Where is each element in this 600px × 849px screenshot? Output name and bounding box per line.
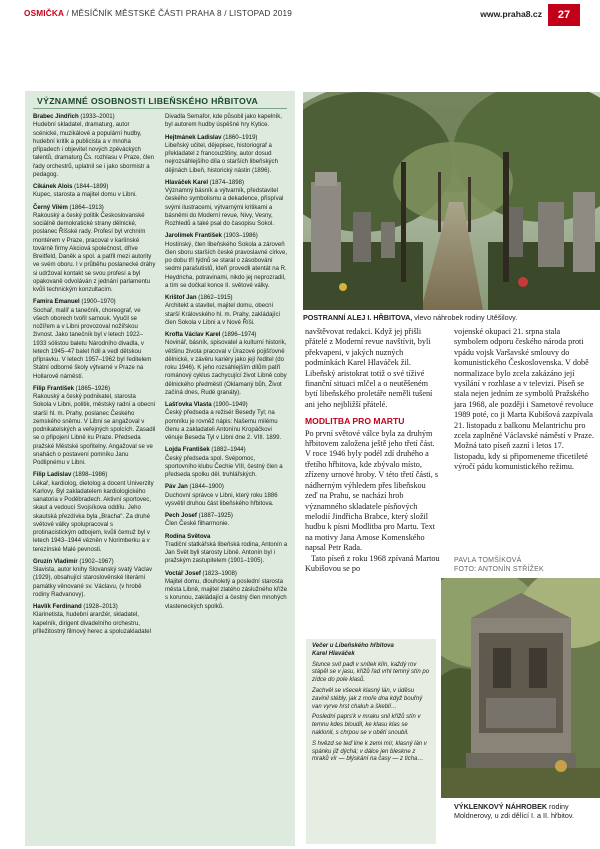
person-years: (1844–1900) (187, 484, 224, 491)
poem-title (312, 643, 430, 659)
person-entry (165, 232, 288, 290)
person-name-text: Gruzín Vladimír (33, 558, 78, 565)
person-description: Libeňský učitel, dějepisec, historiograf a překladatel z francouzštiny, autor dosud nejrozsáhlejšího díla o starších libeňských dějinách Libeň, historický nástin (1896). (165, 142, 278, 174)
person-description: Architekt a stavitel, majitel domu, obecní starší Královského hl. m. Prahy, zakládající člen Sokola v Libni a v Nové Říši. (165, 303, 281, 326)
photo1-caption (303, 313, 600, 322)
person-name (33, 183, 156, 191)
person-description: Lékař, kardiolog, dietolog a docent Univerzity Karlovy. Byl zakladatelem kardiologického sanatoria v Poděbradech. Aktivní sportovec, skaut a vedoucí Svojsíkova oddílu. Jeho skautská přezdívka byla „Bracha“. Za druhé světové války spolupracoval s protinacistickým odbojem, kvůli čemuž byl v letech 1943–1944 vězněn v Norimberku a v terezínské Malé pevnosti. (33, 480, 154, 553)
person-name (165, 179, 288, 187)
person-description: Klarinetista, hudební aranžér, skladatel, kapelník, dirigent divadelního orchestru, příležitostný filmový herec a spoluzakladatel (33, 612, 151, 635)
person-name (33, 385, 156, 393)
photo1-caption-text: vlevo náhrobek rodiny Utěšilovy. (412, 313, 518, 322)
person-name-text: Černý Vilém (33, 204, 68, 211)
person-name (165, 533, 288, 541)
person-years: (1903–1986) (221, 233, 258, 240)
person-description: Český předseda a režisér Besedy Tyl; na pomníku je rovněž nápis: Našemu milému členu a zakladateli Antonínu Kropáčkovi věnuje Beseda Tyl v Libni dne 2. VIII. 1899. (165, 410, 282, 441)
person-entry (165, 179, 288, 229)
sidebar-title: VÝZNAMNÉ OSOBNOSTI LIBEŇSKÉHO HŘBITOVA (37, 96, 259, 106)
person-description: Hostinský, člen libeňského Sokola a zároveň člen sboru starších české pravoslavné církve, po dobu tří týdnů se staral o zásobování sedmi parašutistů, kteří provedli atentát na R. Heydricha, potravinami, nikdo jej neprozradil, a tím se dočkal konce II. světové války. (165, 241, 287, 289)
poem-stanza: Poslední paprs'k v mraku snil křížů stín v temnu kdes bloudil, ke klasu klas se naklonil, s chrpou se v obětí snoubil. (312, 714, 421, 736)
person-name-text: Lojda František (165, 447, 210, 454)
person-description: Hudební skladatel, dramaturg, autor scénické, muzikálové a populární hudby, hudební kritik a publicista a v mnoha případech i objevitel nových zpěváckých talentů, dramaturg Čs. rozhlasu v Praze, člen řady orchestrů, uplatnil se i jako sbormistr a pedagog. (33, 122, 154, 178)
person-description: Český předseda spol. Svépomoc, sportovního klubu Čechie VIII, čestný člen a předseda spolku děl. truhlářských. (165, 455, 283, 478)
niche-tomb-photo (441, 578, 600, 798)
person-name-text: Rodina Světova (165, 533, 211, 540)
header-title (24, 9, 292, 18)
person-name (165, 483, 288, 491)
website-url[interactable]: www.praha8.cz (480, 9, 542, 19)
person-name (33, 298, 156, 306)
person-years: (1900–1949) (211, 402, 248, 408)
person-years: (1862–1915) (196, 295, 233, 301)
person-description: Slavista, autor knihy Slovanský svatý Václav (1929), obsahující staroslověnské literární památky věnované sv. Václavu, (v hrobě rodiny Radvanovy). (33, 567, 152, 598)
photo2-caption (454, 802, 596, 820)
page-number: 27 (548, 4, 580, 26)
person-entry (33, 298, 156, 381)
poem-box (306, 639, 436, 844)
page-header (0, 0, 600, 30)
person-entry (33, 183, 156, 200)
person-entry (165, 113, 288, 130)
article-paragraph: navštěvovat redakci. Když jej přišli přátelé z Moderní revue navštívit, byli překvapeni, v jakých nuzných podmínkách Karel Hlaváček žil. Libeňský aristokrat totiž o své tíživé finanční situaci mlčel a o neutěšeném bytí libeňského proletáře neměli tušení ani jeho nejbližší přátelé. (305, 327, 433, 409)
person-entry (165, 294, 288, 327)
person-name (33, 113, 156, 121)
person-name-text: Filip Ladislav (33, 472, 72, 479)
person-years: (1860–1919) (221, 134, 258, 141)
notable-persons-sidebar (25, 91, 295, 846)
person-entry (33, 204, 156, 295)
person-years: (1900–1970) (79, 299, 116, 306)
person-name-text: Páv Jan (165, 484, 188, 491)
person-entry (165, 533, 288, 566)
photo2-caption-bold: VÝKLENKOVÝ NÁHROBEK (454, 802, 548, 811)
article-paragraph: Po první světové válce byla za druhým hřbitovem založena ještě jeho třetí část. V roce 1946 byly podél zdí druhého a třetího hřbitova, kde zbývalo místo, zřízeny urnové hroby. V této třetí části, s nádherným výhledem přes libeňskou zeď na Prahu, se nachází hrob významného skladatele písňových melodií Jindřicha Brabce, který složil hudbu k písni Modlitba pro Martu. Text na motivy Jana Amose Komenského napsal Petr Rada. (305, 428, 439, 553)
article-column-right (454, 327, 596, 473)
person-name (165, 232, 288, 240)
sidebar-column-right (165, 113, 288, 615)
poem-author: Karel Hlaváček (312, 650, 355, 657)
person-entry (33, 603, 156, 636)
person-description: Tradiční statkářská libeňská rodina, Antonín a Jan Svět byli starosty Libně. Antonín byl i pražským zastupitelem (1901–1905). (165, 541, 288, 565)
person-years: (1844–1899) (72, 184, 109, 190)
magazine-brand: OSMIČKA (24, 9, 65, 18)
magazine-section: / MĚSÍČNÍK MĚSTSKÉ ČÁSTI PRAHA 8 / LISTOPAD 2019 (64, 9, 292, 18)
person-name (165, 294, 288, 302)
article-subheading: MODLITBA PRO MARTU (305, 416, 405, 427)
person-name (33, 558, 156, 566)
person-entry (165, 512, 288, 529)
person-name-text: Brabec Jindřich (33, 114, 79, 120)
person-name (33, 603, 156, 611)
person-years: (1864–1913) (67, 204, 104, 211)
person-name (165, 570, 288, 578)
person-name (33, 204, 156, 212)
cemetery-alley-photo (303, 92, 600, 310)
person-entry (165, 401, 288, 442)
article-credits (454, 556, 544, 574)
person-name (165, 134, 288, 142)
person-years: (1887–1925) (196, 513, 233, 519)
person-years: (1896–1974) (220, 332, 257, 338)
person-description: Kupec, starosta a majitel domu v Libni. (33, 192, 137, 199)
photo-credit: FOTO: ANTONÍN STŘÍŽEK (454, 566, 544, 573)
person-years: (1882–1944) (209, 447, 246, 454)
person-name-text: Pech Josef (165, 513, 197, 519)
person-entry (165, 134, 288, 175)
person-entry (165, 483, 288, 508)
sidebar-divider (33, 108, 287, 109)
person-name (165, 331, 288, 339)
photo1-caption-bold: POSTRANNÍ ALEJ I. HŘBITOVA, (303, 313, 413, 322)
person-entry (33, 113, 156, 179)
poem-stanzas (312, 662, 430, 765)
person-years: (1865–1926) (74, 385, 110, 392)
person-name-text: Krofta Václav Karel (165, 332, 221, 338)
poem-title-text: Večer u Libeňského hřbitova (312, 643, 394, 649)
person-name-text: Havlík Ferdinand (33, 604, 82, 610)
person-entry (33, 471, 156, 554)
person-name (33, 471, 156, 479)
article-column-left (305, 327, 440, 574)
photo2-caption-text: rodiny Moldnerovy, u zdi dělící I. a II. hřbitov. (454, 802, 574, 820)
person-description: Duchovní správce v Libni, který roku 1886 vysvětil druhou část libeňského hřbitova. (165, 492, 278, 507)
person-name-text: Hejtmánek Ladislav (165, 134, 222, 141)
person-entry (165, 446, 288, 479)
person-name (165, 401, 288, 409)
person-description: Divadla Semafor, kde působil jako kapelník, byl autorem hudby úspěšné hry Kytice. (165, 114, 282, 129)
person-name-text: Lašťovka Vlasta (165, 402, 212, 408)
person-name-text: Cikánek Alois (33, 184, 73, 190)
poem-stanza: Slunce svit padl v snítek klín, každý rov stápěl se v jasu, křížů řad vrhl temný stín po zídce do pole klasů. (312, 661, 430, 684)
person-years: (1902–1967) (77, 558, 114, 565)
person-description: Významný básník a výtvarník, představitel českého symbolismu a dekadence, přispíval svými ilustracemi, výtvarnými kritikami a básněmi do Moderní revue, Nivy, Vesny, Rozhledů a také psal do časopisu Sokol. (165, 188, 284, 227)
person-description: Člen České filharmonie. (165, 521, 230, 528)
cemetery-alley-image (303, 92, 600, 310)
person-description: Novinář, básník, spisovatel a kulturní historik, většinu života pracoval v Úrazové pojišťovně dělnické, v závěru kariéry jako její ředitel (do roku 1946). K jeho rozsáhlejším dílům patří románový cyklus zachycující život Libně coby dělnického předměstí (Oklamaný bůh, Život začíná dnes, Rudé granáty). (165, 340, 287, 396)
person-name-text: Voctář Josef (165, 570, 201, 577)
person-years: (1874–1898) (208, 179, 245, 186)
person-entry (165, 331, 288, 397)
article-paragraph: Tato píseň z roku 1968 zpívaná Martou Kubišovou se po (305, 553, 440, 573)
person-entry (33, 558, 156, 599)
person-name-text: Famira Emanuel (33, 299, 80, 306)
person-name-text: Krištof Jan (165, 295, 197, 301)
person-description: Rakouský a český politik Českoslovanské sociálně demokratické strany dělnické, poslanec Říšské rady. Profesí byl vrchním montérem v Praze, pracoval v karlínské továrně firmy Akciová společnost, dříve Breitfeld, Daněk a spol. a patřil mezi autority ve svém oboru. I v průběhu poslanecké dráhy si udržoval kontakt se svou profesí a byl opakovaně odvoláván z jednání parlamentu kvůli technickým konzultacím. (33, 212, 156, 293)
person-description: Sochař, malíř a tanečník, choreograf, ve všech oborech tvořil samouk. Vyučil se nožířem a v Libni provozoval nožířskou živnost. Jako tanečník byl v letech 1922–1933 sólistou baletu Národního divadla, v letech 1945–47 balet řídil a vedl dětskou přípravku. V letech 1957–1962 byl ředitelem Státní odborné školy výtvarné v Praze na Hollarově náměstí. (33, 307, 152, 380)
person-description: Majitel domu, dlouholetý a poslední starosta města Libně, majitel zlatého záslužného kříže s korunou, zakládající a čestný člen mnohých vlasteneckých spolků. (165, 578, 288, 610)
person-entry (33, 385, 156, 468)
poem-stanza: Zachvěl se všecek klasný lán, v úděsu zavinil stébly, jak z moře dna když bouřný van vyrve hrst chaluh a škeblí… (312, 687, 423, 710)
person-years: (1928–2013) (81, 604, 118, 610)
person-name-text: Jarolímek František (165, 233, 222, 240)
sidebar-column-left (33, 113, 156, 640)
person-years: (1823–1908) (200, 570, 237, 577)
poem-stanza: S hvězd se teď line k zemi mír, klasný lán v spánku již dýchá; v dálce jen bleskne z mraků vír — blýskání na časy — z ticha… (312, 740, 427, 763)
person-description: Rakouský a český podnikatel, starosta Sokola v Libni, politik, městský radní a obecní starší hl. m. Prahy, poslanec Českého zemského sněmu. V Libni se angažoval v podnikatelských a veřejných spolcích. Zasadil se o připojení Libně ku Praze. Předseda pražské Městské spořitelny. Angažoval se ve snahách o postavení pomníku Janu Podlipnému v Libni. (33, 394, 156, 466)
person-years: (1898–1986) (71, 472, 108, 479)
person-name (165, 446, 288, 454)
niche-tomb-image (441, 578, 600, 798)
article-paragraph: vojenské okupaci 21. srpna stala symbolem odporu českého národa proti vpádu vojsk Varšavské smlouvy do komunistického Československa. V době normalizace bylo zcela zakázáno její vysílání v rozhlase a v televizi. Píseň se stala nejen jedním ze symbolů Pražského jara 1968, ale později i Sametové revoluce 1989 poté, co ji Marta Kubišová zazpívala 21. listopadu z balkonu Melantrichu pro zcela zaplněné Václavské náměstí v Praze. Možná tato píseň zazní i letos 17. listopadu, kdy si připomeneme třicetileté výročí pádu komunistického režimu. (454, 327, 594, 472)
person-name-text: Filip František (33, 385, 74, 392)
person-years: (1933–2001) (78, 114, 115, 120)
person-entry (165, 570, 288, 611)
person-name-text: Hlaváček Karel (165, 179, 209, 186)
person-name (165, 512, 288, 520)
article-author: PAVLA TOMŠÍKOVÁ (454, 557, 522, 564)
